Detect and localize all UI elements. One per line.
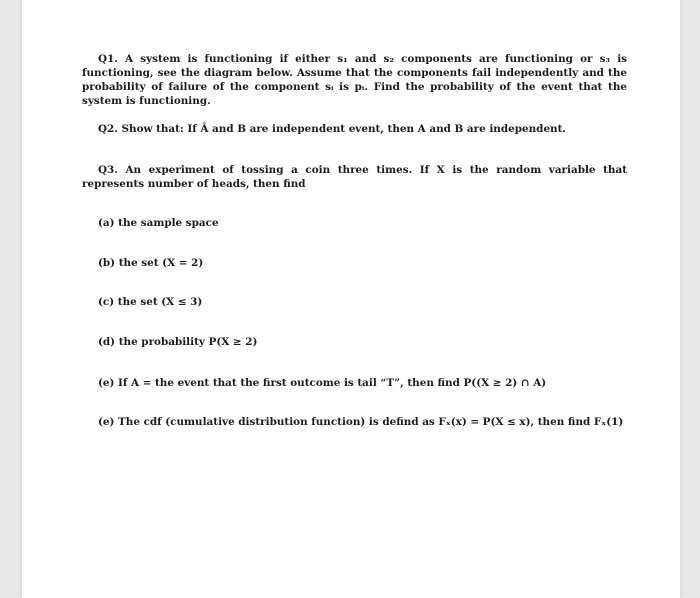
question-3-part-d: (d) the probability P(X ≥ 2) (98, 336, 258, 348)
question-3: Q3. An experiment of tossing a coin three times. If X is the random variable that represents number of heads, then find (82, 164, 627, 190)
question-3-part-e-intersection: (e) If A = the event that the first outcome is tail “T”, then find P((X ≥ 2) ∩ A) (98, 377, 547, 389)
document-page (22, 0, 680, 598)
question-3-part-c: (c) the set (X ≤ 3) (98, 296, 203, 308)
question-3-part-e-cdf: (e) The cdf (cumulative distribution function) is defind as Fₓ(x) = P(X ≤ x), then find Fₓ(1) (98, 416, 624, 428)
question-2: Q2. Show that: If Â and B are independent event, then A and B are independent. (98, 123, 567, 135)
question-3-part-a: (a) the sample space (98, 217, 219, 229)
question-3-part-b: (b) the set (X = 2) (98, 257, 204, 269)
question-1: Q1. A system is functioning if either s₁ and s₂ components are functioning or s₃ is functioning, see the diagram below. Assume that the components fail independently and the probability of failure of the component sᵢ is pᵢ. Find the probability of the event that the system is functioning. (82, 53, 627, 107)
